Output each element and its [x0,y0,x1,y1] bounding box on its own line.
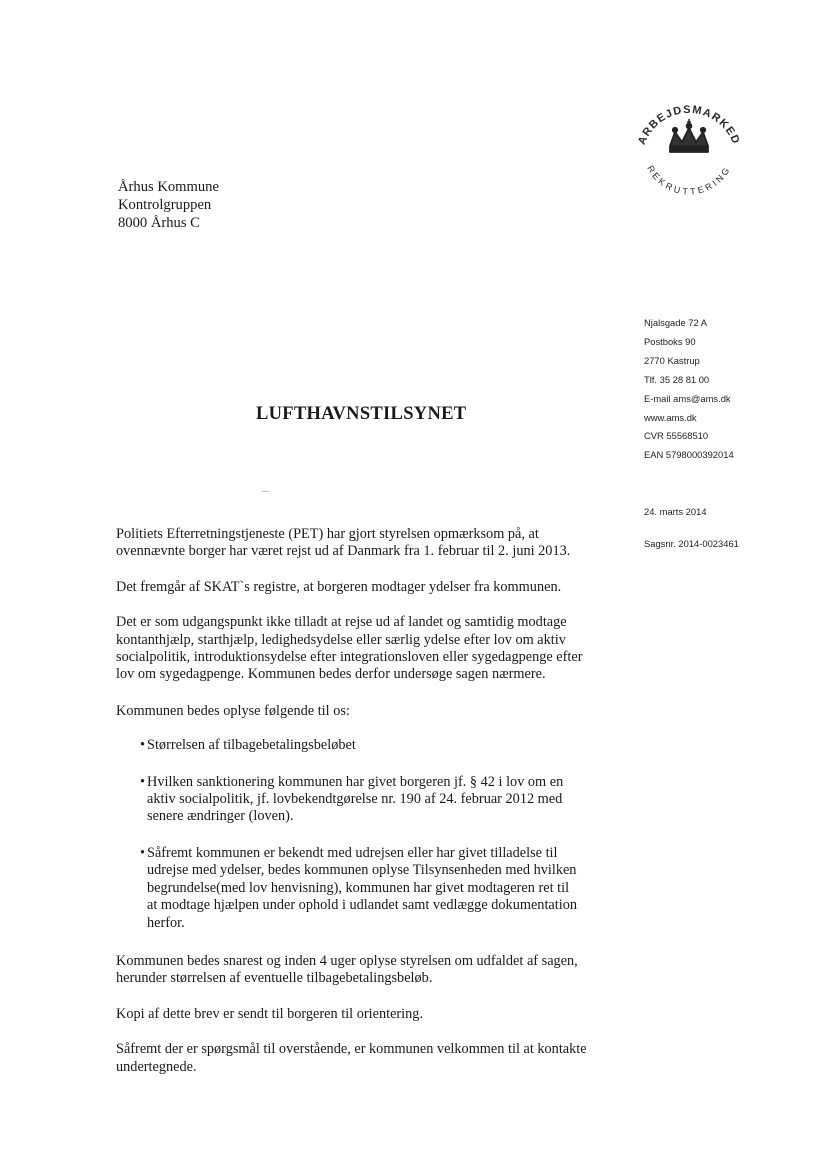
logo-arc-bottom: REKRUTTERING [645,163,733,196]
bullet-icon: • [140,844,146,861]
sender-line: CVR 55568510 [644,430,709,442]
case-number: Sagsnr. 2014-0023461 [644,538,739,549]
bullet-icon: • [140,737,146,754]
paragraph: Det fremgår af SKAT`s registre, at borgeren modtager ydelser fra kommunen. [116,578,562,595]
paragraph: Kopi af dette brev er sendt til borgeren til orientering. [116,1005,424,1022]
sender-line: Tlf. 35 28 81 00 [644,373,710,385]
sender-line: E-mail ams@ams.dk [644,392,731,404]
crown-icon [670,119,708,152]
page-title: LUFTHAVNSTILSYNET [256,404,467,424]
logo-arc-top: ARBEJDSMARKED [635,103,743,147]
logo-seal [630,100,748,196]
recipient-line: 8000 Århus C [118,215,200,231]
sender-line: EAN 5798000392014 [644,449,734,461]
recipient-line: Århus Kommune [118,179,219,195]
paragraph: Kommunen bedes snarest og inden 4 uger oplyse styrelsen om udfaldet af sagen, herunder størrelsen af eventuelle tilbagebetalingsbeløb. [116,952,578,987]
sender-info [644,314,734,465]
list-item: • Såfremt kommunen er bekendt med udrejsen eller har givet tilladelse til udrejse med ydelser, bedes kommunen oplyse Tilsynsenheden med hvilken begrundelse(med lov henvisning), kommunen har givet modtageren ret til at modtage hjælpen under ophold i udlandet samt vedlægge dokumentation herfor. [140,844,578,931]
divider [262,491,269,492]
recipient-address [118,178,219,232]
sender-line: 2770 Kastrup [644,354,700,366]
sender-line: Njalsgade 72 A [644,317,708,328]
bullet-icon: • [140,773,146,790]
list-item: • Hvilken sanktionering kommunen har givet borgeren jf. § 42 i lov om en aktiv socialpolitik, jf. lovbekendtgørelse nr. 190 af 24. februar 2012 med senere ændringer (loven). [140,773,564,825]
svg-text:REKRUTTERING [645,164,732,196]
recipient-line: Kontrolgruppen [118,197,212,213]
paragraph: Politiets Efterretningstjeneste (PET) har gjort styrelsen opmærksom på, at ovennævnte borger har været rejst ud af Danmark fra 1. februar til 2. juni 2013. [116,526,571,560]
sender-line: Postboks 90 [644,335,696,347]
sender-line: www.ams.dk [644,411,697,423]
letter-date: 24. marts 2014 [644,506,707,517]
paragraph: Det er som udgangspunkt ikke tilladt at rejse ud af landet og samtidig modtage kontanthjælp, starthjælp, ledighedsydelse eller særlig ydelse efter lov om aktiv socialpolitik, introduktionsydelse efter integrationsloven eller sygedagpenge efter lov om sygedagpenge. Kommunen bedes derfor undersøge sagen nærmere. [116,614,583,683]
paragraph: Såfremt der er spørgsmål til overstående, er kommunen velkommen til at kontakte undertegnede. [116,1041,587,1075]
paragraph: Kommunen bedes oplyse følgende til os: [116,702,350,719]
list-item: • Størrelsen af tilbagebetalingsbeløbet [140,737,356,754]
letter-body [116,526,616,1076]
bullet-list [116,737,616,932]
